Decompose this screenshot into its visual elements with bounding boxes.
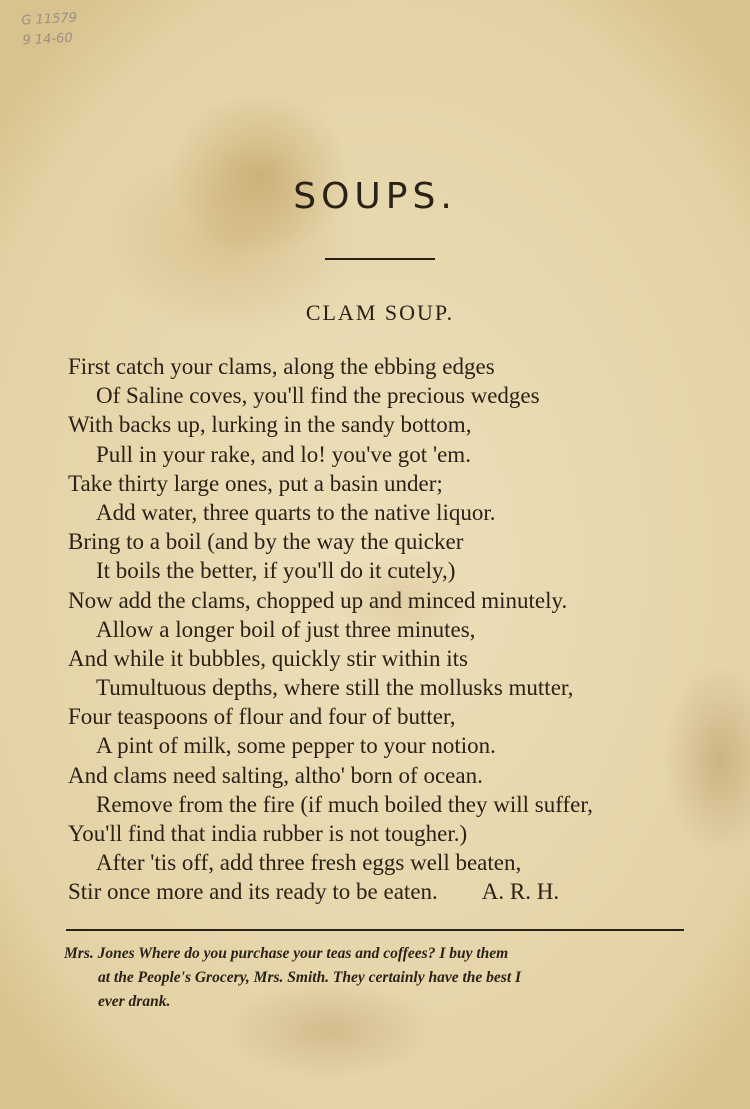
author-initials: A. R. H. (481, 879, 560, 905)
poem-line: Tumultuous depths, where still the mollusks mutter, (96, 675, 574, 701)
poem-line: After 'tis off, add three fresh eggs well beaten, (96, 850, 522, 876)
poem-line: And while it bubbles, quickly stir within its (68, 645, 468, 671)
poem-line: Pull in your rake, and lo! you've got 'em. (96, 441, 471, 467)
ad-line: Mrs. Jones Where do you purchase your teas and coffees? I buy them (64, 945, 509, 962)
poem-line: Add water, three quarts to the native liquor. (96, 499, 496, 525)
poem-line: Of Saline coves, you'll find the precious wedges (96, 383, 540, 409)
poem-line: Bring to a boil (and by the way the quicker (68, 529, 464, 555)
poem-line: Remove from the fire (if much boiled they will suffer, (96, 791, 593, 817)
page-title: SOUPS. (293, 176, 457, 217)
poem-line: A pint of milk, some pepper to your notion. (96, 733, 496, 759)
poem-line: Four teaspoons of flour and four of butter, (68, 704, 456, 730)
ad-line: ever drank. (98, 993, 171, 1010)
pencil-note: G 11579 (21, 10, 78, 29)
poem-line-text: Stir once more and its ready to be eaten. (68, 879, 438, 905)
poem-line: First catch your clams, along the ebbing edges (68, 354, 495, 379)
poem-last-line (68, 877, 708, 906)
pencil-notes (21, 9, 79, 52)
poem-line: Allow a longer boil of just three minutes, (96, 616, 476, 642)
recipe-title: CLAM SOUP. (305, 300, 455, 325)
poem-line: And clams need salting, altho' born of ocean. (68, 762, 483, 788)
ad-line: at the People's Grocery, Mrs. Smith. They certainly have the best I (98, 969, 522, 986)
title-divider (325, 258, 435, 260)
pencil-note: 9 14-60 (22, 30, 74, 49)
footer-divider (66, 929, 684, 931)
poem-line: Take thirty large ones, put a basin under; (68, 470, 443, 496)
recipe-poem (68, 352, 708, 907)
poem-line: Now add the clams, chopped up and minced minutely. (68, 587, 568, 613)
poem-line: With backs up, lurking in the sandy bottom, (68, 412, 472, 438)
poem-line: It boils the better, if you'll do it cutely,) (96, 558, 456, 584)
poem-line: You'll find that india rubber is not tougher.) (68, 821, 468, 846)
grocery-advertisement (64, 942, 704, 1014)
